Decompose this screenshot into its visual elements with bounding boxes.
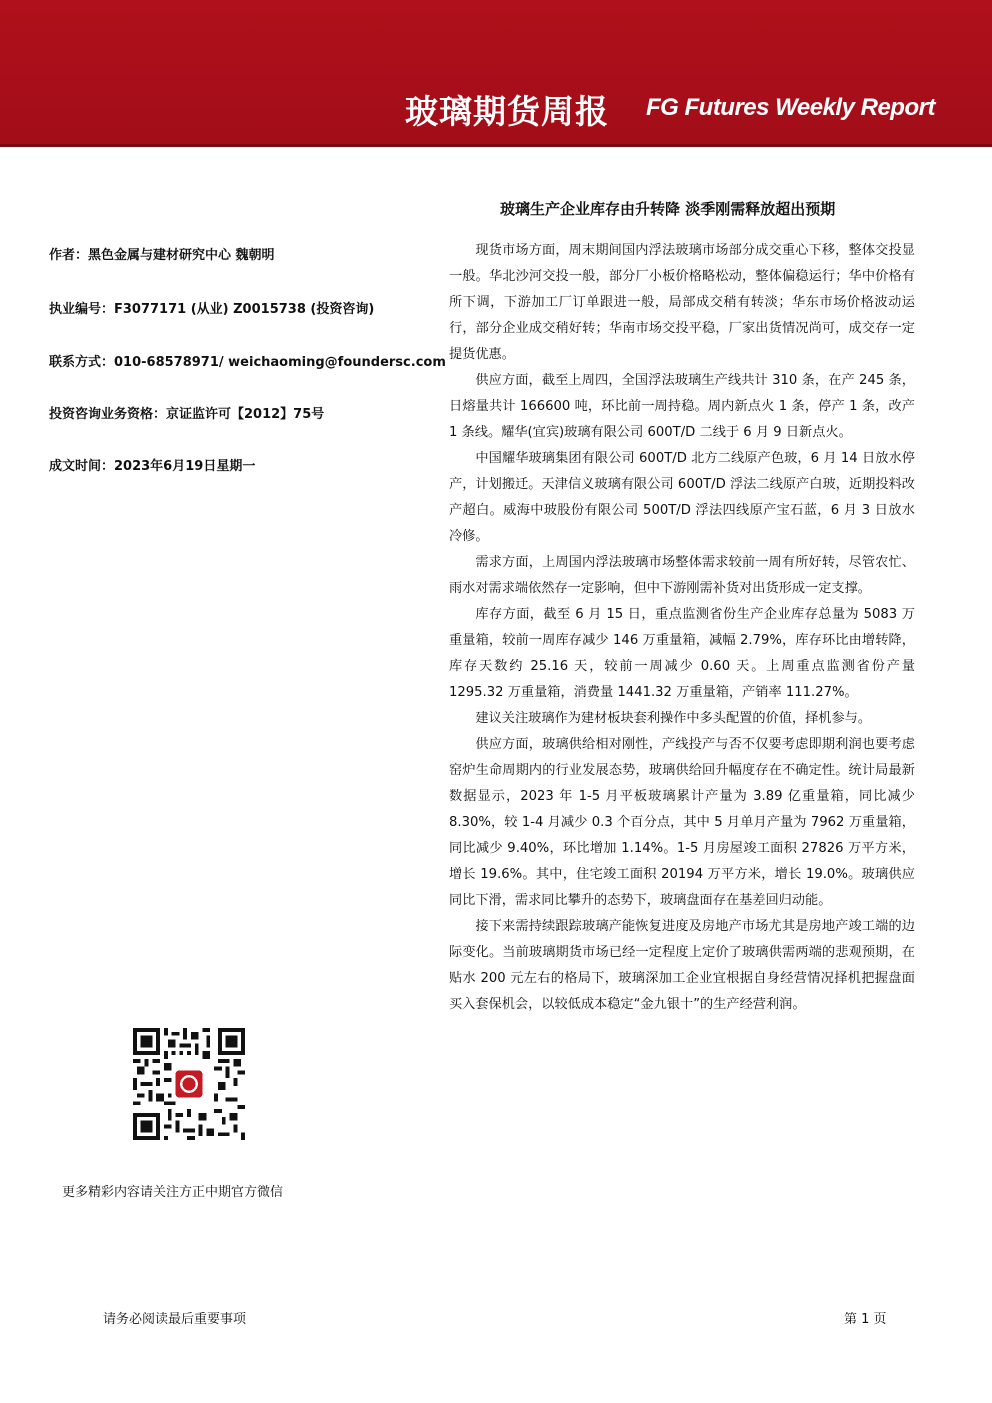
author-line: 作者：黑色金属与建材研究中心 魏朝明 <box>49 248 275 263</box>
paragraph-inventory: 库存方面，截至 6 月 15 日，重点监测省份生产企业库存总量为 5083 万重量箱，较前一周库存减少 146 万重量箱，减幅 2.79%，库存环比由增转降，库存天数约 25.16 天，较前一周减少 0.60 天。上周重点监测省份产量 1295.32 万重量箱，消费量 1441.32 万重量箱，产销率 111.27%。 <box>449 607 915 700</box>
paragraph-suggestion: 建议关注玻璃作为建材板块套利操作中多头配置的价值，择机参与。 <box>475 711 872 726</box>
paragraph-production-lines: 中国耀华玻璃集团有限公司 600T/D 北方二线原产色玻，6 月 14 日放水停产，计划搬迁。天津信义玻璃有限公司 600T/D 浮法二线原产白玻，近期投料改产超白。威海中玻股份有限公司 500T/D 浮法四线原产宝石蓝，6 月 3 日放水冷修。 <box>449 451 915 544</box>
paragraph-spot-market: 现货市场方面，周末期间国内浮法玻璃市场部分成交重心下移，整体交投显一般。华北沙河交投一般，部分厂小板价格略松动，整体偏稳运行；华中价格有所下调，下游加工厂订单跟进一般，局部成交稍有转淡；华东市场价格波动运行，部分企业成交稍好转；华南市场交投平稳，厂家出货情况尚可，成交存一定提货优惠。 <box>449 243 915 362</box>
date-line: 成文时间：2023年6月19日星期一 <box>49 459 256 474</box>
qr-caption: 更多精彩内容请关注方正中期官方微信 <box>62 1185 284 1200</box>
report-title-cn: 玻璃期货周报 <box>405 92 609 131</box>
paragraph-supply: 供应方面，截至上周四，全国浮法玻璃生产线共计 310 条，在产 245 条，日熔量共计 166600 吨，环比前一周持稳。周内新点火 1 条，停产 1 条，改产 1 条线。耀华(宜宾)玻璃有限公司 600T/D 二线于 6 月 9 日新点火。 <box>449 373 915 440</box>
header-divider <box>0 144 992 147</box>
license-line: 执业编号：F3077171 (从业) Z0015738 (投资咨询) <box>49 302 375 317</box>
page-number: 第 1 页 <box>844 1312 887 1327</box>
paragraph-supply-analysis: 供应方面，玻璃供给相对刚性，产线投产与否不仅要考虑即期利润也要考虑窑炉生命周期内的行业发展态势，玻璃供给回升幅度存在不确定性。统计局最新数据显示，2023 年 1-5 月平板玻璃累计产量为 3.89 亿重量箱，同比减少 8.30%，较 1-4 月减少 0.3 个百分点，其中 5 月单月产量为 7962 万重量箱，同比减少 9.40%，环比增加 1.14%。1-5 月房屋竣工面积 27826 万平方米，增长 19.6%。其中，住宅竣工面积 20194 万平方米，增长 19.0%。玻璃供应同比下滑，需求同比攀升的态势下，玻璃盘面存在基差回归动能。 <box>449 737 915 908</box>
article-headline: 玻璃生产企业库存由升转降 淡季刚需释放超出预期 <box>500 200 836 218</box>
footer-notice: 请务必阅读最后重要事项 <box>103 1312 247 1327</box>
paragraph-demand: 需求方面，上周国内浮法玻璃市场整体需求较前一周有所好转，尽管农忙、雨水对需求端依然存一定影响，但中下游刚需补货对出货形成一定支撑。 <box>449 555 915 596</box>
qualification-line: 投资咨询业务资格：京证监许可【2012】75号 <box>49 407 325 422</box>
paragraph-outlook: 接下来需持续跟踪玻璃产能恢复进度及房地产市场尤其是房地产竣工端的边际变化。当前玻璃期货市场已经一定程度上定价了玻璃供需两端的悲观预期，在贴水 200 元左右的格局下，玻璃深加工企业宜根据自身经营情况择机把握盘面买入套保机会，以较低成本稳定“金九银十”的生产经营利润。 <box>449 919 915 1012</box>
article-body <box>449 238 915 1018</box>
contact-line: 联系方式：010-68578971/ weichaoming@foundersc.com <box>49 355 446 370</box>
qr-code-icon <box>133 1028 245 1140</box>
report-title-en: FG Futures Weekly Report <box>646 94 935 121</box>
